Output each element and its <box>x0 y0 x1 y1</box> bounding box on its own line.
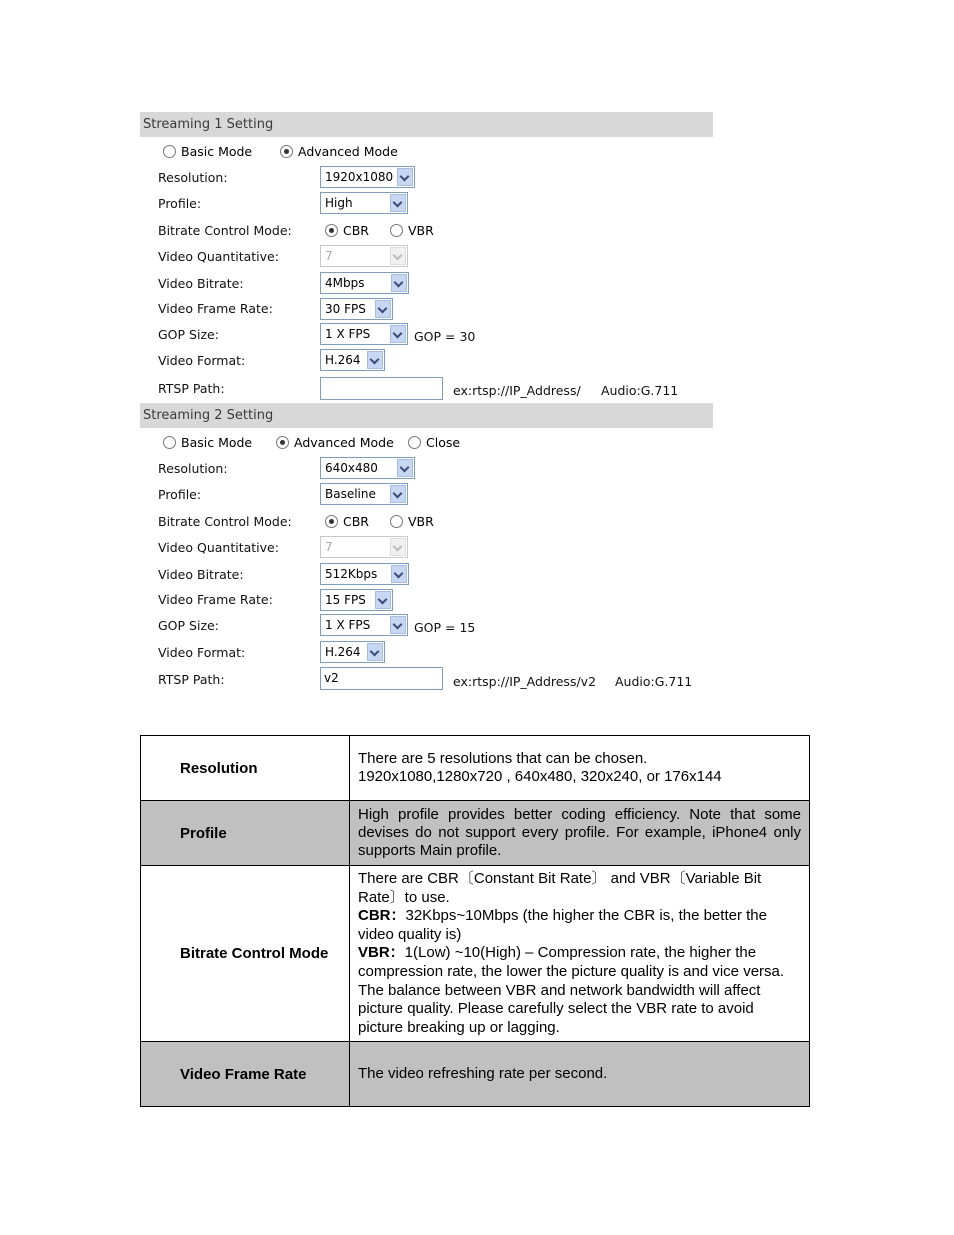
s2-cbr-radio[interactable] <box>325 514 369 529</box>
s1-basic-mode-radio[interactable] <box>163 144 252 159</box>
chevron-down-icon <box>391 565 407 583</box>
s1-audio-codec: Audio:G.711 <box>601 383 679 398</box>
s2-audio-codec: Audio:G.711 <box>615 674 693 689</box>
s1-frame-rate-select[interactable] <box>320 298 393 320</box>
vbr-description <box>358 944 801 1037</box>
s1-resolution-label: Resolution: <box>158 170 228 185</box>
s2-basic-mode-radio[interactable] <box>163 435 252 450</box>
resolution-line-1: There are 5 resolutions that can be chosen. <box>358 750 648 767</box>
s2-frame-rate-label: Video Frame Rate: <box>158 592 273 607</box>
chevron-down-icon <box>390 538 406 556</box>
s1-frame-rate-value: 30 FPS <box>325 302 366 316</box>
cbr-text: 32Kbps~10Mbps (the higher the CBR is, the better the video quality is) <box>358 907 767 943</box>
s1-bitrate-value: 4Mbps <box>325 276 365 290</box>
cbr-description <box>358 907 801 944</box>
chevron-down-icon <box>390 325 406 343</box>
s1-gop-note: GOP = 30 <box>414 329 476 344</box>
radio-checked-icon <box>280 145 293 158</box>
s2-vbr-radio[interactable] <box>390 514 434 529</box>
s1-profile-select[interactable] <box>320 192 408 214</box>
s1-rtsp-label: RTSP Path: <box>158 381 225 396</box>
s1-profile-label: Profile: <box>158 196 202 211</box>
s1-advanced-mode-radio[interactable] <box>280 144 398 159</box>
table-row <box>141 736 810 801</box>
s2-frame-rate-value: 15 FPS <box>325 593 366 607</box>
s1-rtsp-example: ex:rtsp://IP_Address/ <box>453 383 581 398</box>
chevron-down-icon <box>390 616 406 634</box>
table-value-profile: High profile provides better coding efficiency. Note that some devises do not support every profile. For example, iPhone4 only supports Main profile. <box>350 801 810 866</box>
chevron-down-icon <box>390 247 406 265</box>
s1-cbr-radio[interactable] <box>325 223 369 238</box>
s1-vbr-label: VBR <box>408 223 434 238</box>
s1-bitrate-select[interactable] <box>320 272 409 294</box>
streaming2-header: Streaming 2 Setting <box>140 403 713 428</box>
s2-format-select[interactable] <box>320 641 385 663</box>
table-row <box>141 1042 810 1107</box>
bitrate-intro: There are CBR〔Constant Bit Rate〕 and VBR〔Variable Bit Rate〕to use. <box>358 870 762 906</box>
s2-gop-note: GOP = 15 <box>414 620 476 635</box>
chevron-down-icon <box>397 168 413 186</box>
radio-checked-icon <box>276 436 289 449</box>
s1-vbr-radio[interactable] <box>390 223 434 238</box>
s1-basic-mode-label: Basic Mode <box>181 144 253 159</box>
s2-quantitative-label: Video Quantitative: <box>158 540 279 555</box>
s1-resolution-value: 1920x1080 <box>325 170 394 184</box>
chevron-down-icon <box>397 459 413 477</box>
s2-bitrate-label: Video Bitrate: <box>158 567 244 582</box>
table-value-resolution <box>350 736 810 801</box>
s2-vbr-label: VBR <box>408 514 434 529</box>
s2-format-label: Video Format: <box>158 645 246 660</box>
table-key-resolution: Resolution <box>141 736 350 801</box>
radio-icon <box>163 145 176 158</box>
s1-bitrate-label: Video Bitrate: <box>158 276 244 291</box>
s2-resolution-select[interactable] <box>320 457 415 479</box>
chevron-down-icon <box>375 300 391 318</box>
s2-rtsp-input[interactable]: v2 <box>320 667 443 690</box>
table-row <box>141 866 810 1042</box>
chevron-down-icon <box>375 591 391 609</box>
description-table <box>140 735 810 1107</box>
s2-quantitative-value: 7 <box>325 540 333 554</box>
cbr-term: CBR： <box>358 907 406 925</box>
s2-bitrate-select[interactable] <box>320 563 409 585</box>
s2-profile-value: Baseline <box>325 487 376 501</box>
s2-advanced-mode-label: Advanced Mode <box>294 435 394 450</box>
s1-resolution-select[interactable] <box>320 166 415 188</box>
s1-gop-select[interactable] <box>320 323 408 345</box>
s1-bitrate-mode-label: Bitrate Control Mode: <box>158 223 292 238</box>
radio-checked-icon <box>325 224 338 237</box>
s2-resolution-value: 640x480 <box>325 461 378 475</box>
chevron-down-icon <box>367 351 383 369</box>
chevron-down-icon <box>391 274 407 292</box>
s1-gop-label: GOP Size: <box>158 327 219 342</box>
chevron-down-icon <box>390 194 406 212</box>
streaming1-header: Streaming 1 Setting <box>140 112 713 137</box>
s2-bitrate-value: 512Kbps <box>325 567 378 581</box>
s2-bitrate-mode-label: Bitrate Control Mode: <box>158 514 292 529</box>
s2-profile-select[interactable] <box>320 483 408 505</box>
s1-cbr-label: CBR <box>343 223 369 238</box>
s2-quantitative-select <box>320 536 408 558</box>
radio-icon <box>163 436 176 449</box>
s2-format-value: H.264 <box>325 645 361 659</box>
s2-basic-mode-label: Basic Mode <box>181 435 253 450</box>
s2-gop-select[interactable] <box>320 614 408 636</box>
s2-close-radio[interactable] <box>408 435 460 450</box>
s2-advanced-mode-radio[interactable] <box>276 435 394 450</box>
table-value-frame-rate: The video refreshing rate per second. <box>350 1042 810 1107</box>
s2-resolution-label: Resolution: <box>158 461 228 476</box>
s1-format-label: Video Format: <box>158 353 246 368</box>
table-row <box>141 801 810 866</box>
s1-quantitative-select <box>320 245 408 267</box>
s1-frame-rate-label: Video Frame Rate: <box>158 301 273 316</box>
s1-quantitative-value: 7 <box>325 249 333 263</box>
table-key-bitrate-mode: Bitrate Control Mode <box>141 866 350 1042</box>
s2-gop-value: 1 X FPS <box>325 618 371 632</box>
s2-rtsp-label: RTSP Path: <box>158 672 225 687</box>
s1-profile-value: High <box>325 196 353 210</box>
radio-icon <box>390 224 403 237</box>
s1-rtsp-input[interactable] <box>320 377 443 400</box>
s1-quantitative-label: Video Quantitative: <box>158 249 279 264</box>
s1-advanced-mode-label: Advanced Mode <box>298 144 398 159</box>
table-value-bitrate-mode <box>350 866 810 1042</box>
s1-gop-value: 1 X FPS <box>325 327 371 341</box>
radio-checked-icon <box>325 515 338 528</box>
chevron-down-icon <box>367 643 383 661</box>
s1-format-select[interactable] <box>320 349 385 371</box>
s2-close-label: Close <box>426 435 461 450</box>
vbr-term: VBR： <box>358 944 405 962</box>
table-key-frame-rate: Video Frame Rate <box>141 1042 350 1107</box>
radio-icon <box>390 515 403 528</box>
resolution-line-2: 1920x1080,1280x720 , 640x480, 320x240, or 176x144 <box>358 768 722 785</box>
s2-frame-rate-select[interactable] <box>320 589 393 611</box>
s2-cbr-label: CBR <box>343 514 369 529</box>
s2-profile-label: Profile: <box>158 487 202 502</box>
vbr-text: 1(Low) ~10(High) – Compression rate, the higher the compression rate, the lower the picture quality is and vice versa. The balance between VBR and network bandwidth will affect picture quality. Please carefully select the VBR rate to avoid picture breaking up or lagging. <box>358 944 785 1036</box>
chevron-down-icon <box>390 485 406 503</box>
table-key-profile: Profile <box>141 801 350 866</box>
s2-gop-label: GOP Size: <box>158 618 219 633</box>
s2-rtsp-example: ex:rtsp://IP_Address/v2 <box>453 674 597 689</box>
radio-icon <box>408 436 421 449</box>
s1-format-value: H.264 <box>325 353 361 367</box>
